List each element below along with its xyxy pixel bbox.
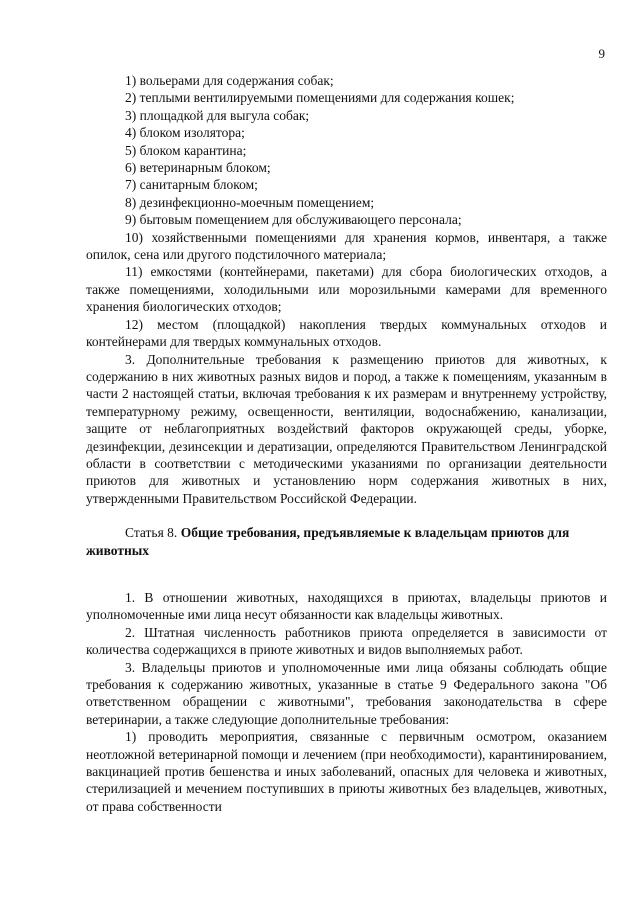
list-item: 3) площадкой для выгула собак; bbox=[125, 107, 310, 123]
list-item: 6) ветеринарным блоком; bbox=[125, 160, 271, 176]
list-item: 12) местом (площадкой) накопления твердых коммунальных отходов и контейнерами для твердых коммунальных отходов. bbox=[86, 316, 607, 350]
list-item: 10) хозяйственными помещениями для хранения кормов, инвентаря, а также опилок, сена или другого подстилочного материала; bbox=[86, 229, 607, 263]
paragraph: 2. Штатная численность работников приюта определяется в зависимости от количества содержащихся в приюте животных и видов выполняемых работ. bbox=[86, 624, 607, 658]
list-item: 11) емкостями (контейнерами, пакетами) для сбора биологических отходов, а также помещениями, холодильными или морозильными камерами для временного хранения биологических отходов; bbox=[86, 264, 607, 315]
list-item: 7) санитарным блоком; bbox=[125, 177, 258, 193]
list-item: 1) вольерами для содержания собак; bbox=[125, 73, 334, 88]
list-item: 4) блоком изолятора; bbox=[125, 125, 245, 141]
article-title: Общие требования, предъявляемые к владельцам приютов для животных bbox=[86, 525, 570, 558]
paragraph: 3. Дополнительные требования к размещению приютов для животных, к содержанию в них животных разных видов и пород, а также к помещениям, указанным в части 2 настоящей статьи, включая требования к их размерам и внутреннему устройству, температурному режиму, освещенности, вентиляции, водоснабжению, канализации, защите от неблагоприятных воздействий факторов окружающей среды, уборке, дезинфекции, дезинсекции и дератизации, определяются Правительством Ленинградской области в соответствии с методическими указаниями по организации деятельности приютов для животных и установлению норм содержания животных в них, утвержденными Правительством Российской Федерации. bbox=[86, 351, 607, 506]
spacer bbox=[86, 507, 607, 524]
list-item: 5) блоком карантина; bbox=[125, 142, 247, 158]
document-body bbox=[86, 72, 607, 815]
article-heading bbox=[86, 524, 607, 559]
spacer bbox=[86, 559, 607, 589]
paragraph: 3. Владельцы приютов и уполномоченные ими лица обязаны соблюдать общие требования к содержанию животных, указанные в статье 9 Федерального закона "Об ответственном обращении с животными", требования законодательства в сфере ветеринарии, а также следующие дополнительные требования: bbox=[86, 659, 607, 727]
list-item: 8) дезинфекционно-моечным помещением; bbox=[125, 194, 375, 210]
paragraph: 1. В отношении животных, находящихся в приютах, владельцы приютов и уполномоченные ими лица несут обязанности как владельцы животных. bbox=[86, 589, 607, 623]
list-item: 2) теплыми вентилируемыми помещениями для содержания кошек; bbox=[125, 90, 515, 106]
page-number: 9 bbox=[598, 46, 605, 61]
article-number: Статья 8. bbox=[125, 525, 181, 541]
paragraph: 1) проводить мероприятия, связанные с первичным осмотром, оказанием неотложной ветеринарной помощи и лечением (при необходимости), карантинированием, вакцинацией против бешенства и иных заболеваний, опасных для человека и животных, стерилизацией и мечением поступивших в приюты животных без владельцев, животных, от права собственности bbox=[86, 729, 607, 814]
list-item: 9) бытовым помещением для обслуживающего персонала; bbox=[125, 212, 462, 228]
